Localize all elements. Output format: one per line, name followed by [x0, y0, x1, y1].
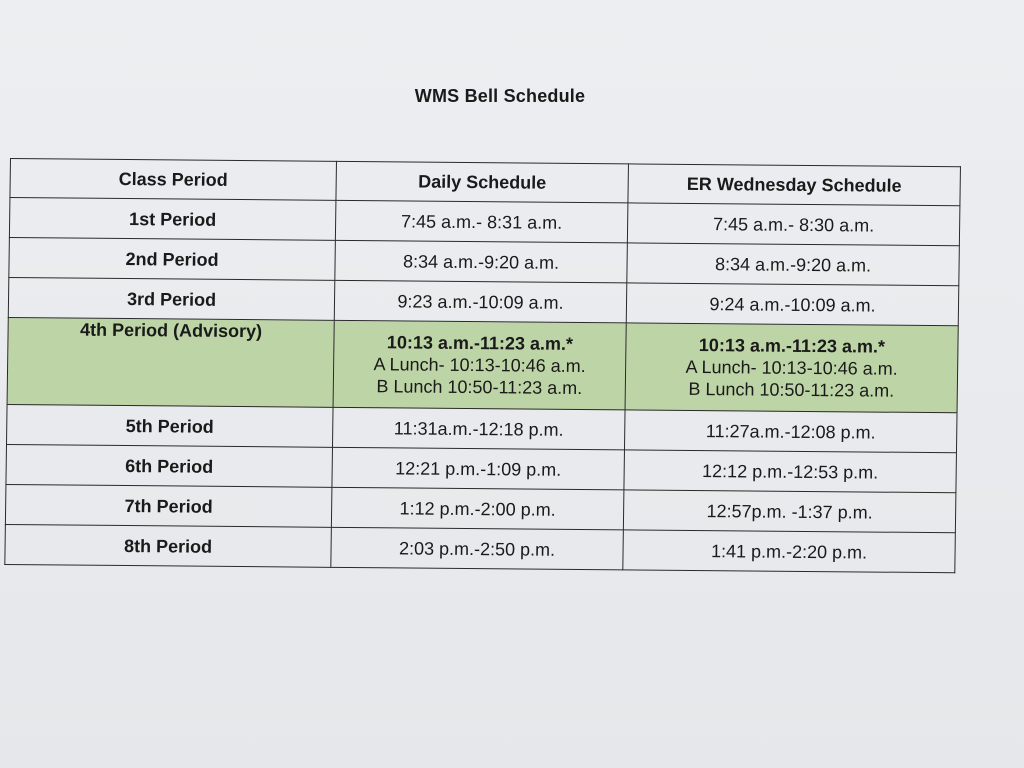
er-lunch-b: B Lunch 10:50-11:23 a.m. — [688, 378, 895, 401]
document-title: WMS Bell Schedule — [414, 86, 586, 106]
header-daily-schedule: Daily Schedule — [336, 161, 629, 203]
period-name: 7th Period — [5, 484, 332, 527]
er-time: 11:27a.m.-12:08 p.m. — [624, 410, 957, 453]
er-advisory-time: 10:13 a.m.-11:23 a.m.* — [698, 335, 886, 357]
er-lunch-a: A Lunch- 10:13-10:46 a.m. — [685, 356, 898, 379]
daily-time: 7:45 a.m.- 8:31 a.m. — [335, 200, 628, 243]
er-time: 8:34 a.m.-9:20 a.m. — [627, 243, 960, 286]
period-name: 4th Period (Advisory) — [7, 317, 334, 407]
er-time: 7:45 a.m.- 8:30 a.m. — [627, 203, 960, 246]
period-name: 8th Period — [5, 524, 332, 567]
daily-time: 12:21 p.m.-1:09 p.m. — [332, 447, 625, 490]
header-er-wednesday-schedule: ER Wednesday Schedule — [628, 164, 961, 206]
er-time: 12:57p.m. -1:37 p.m. — [623, 490, 956, 533]
er-time: 9:24 a.m.-10:09 a.m. — [626, 283, 959, 326]
daily-time: 2:03 p.m.-2:50 p.m. — [331, 527, 624, 570]
daily-time: 9:23 a.m.-10:09 a.m. — [334, 280, 627, 323]
daily-advisory-cell — [333, 320, 626, 410]
period-name: 1st Period — [9, 198, 336, 241]
daily-time: 8:34 a.m.-9:20 a.m. — [335, 240, 628, 283]
period-name: 3rd Period — [8, 277, 335, 320]
schedule-table-wrapper — [4, 158, 960, 573]
daily-lunch-b: B Lunch 10:50-11:23 a.m. — [376, 376, 583, 399]
header-class-period: Class Period — [10, 159, 337, 201]
daily-lunch-a: A Lunch- 10:13-10:46 a.m. — [373, 354, 586, 377]
er-time: 12:12 p.m.-12:53 p.m. — [624, 450, 957, 493]
period-name: 6th Period — [6, 444, 333, 487]
table-row — [5, 524, 956, 572]
daily-time: 1:12 p.m.-2:00 p.m. — [331, 487, 624, 530]
period-name: 5th Period — [6, 404, 333, 447]
daily-advisory-time: 10:13 a.m.-11:23 a.m.* — [386, 332, 574, 354]
er-time: 1:41 p.m.-2:20 p.m. — [623, 530, 956, 573]
table-row-advisory — [7, 317, 958, 412]
bell-schedule-table — [4, 158, 961, 573]
er-advisory-cell — [625, 323, 958, 413]
daily-time: 11:31a.m.-12:18 p.m. — [332, 407, 625, 450]
period-name: 2nd Period — [9, 237, 336, 280]
